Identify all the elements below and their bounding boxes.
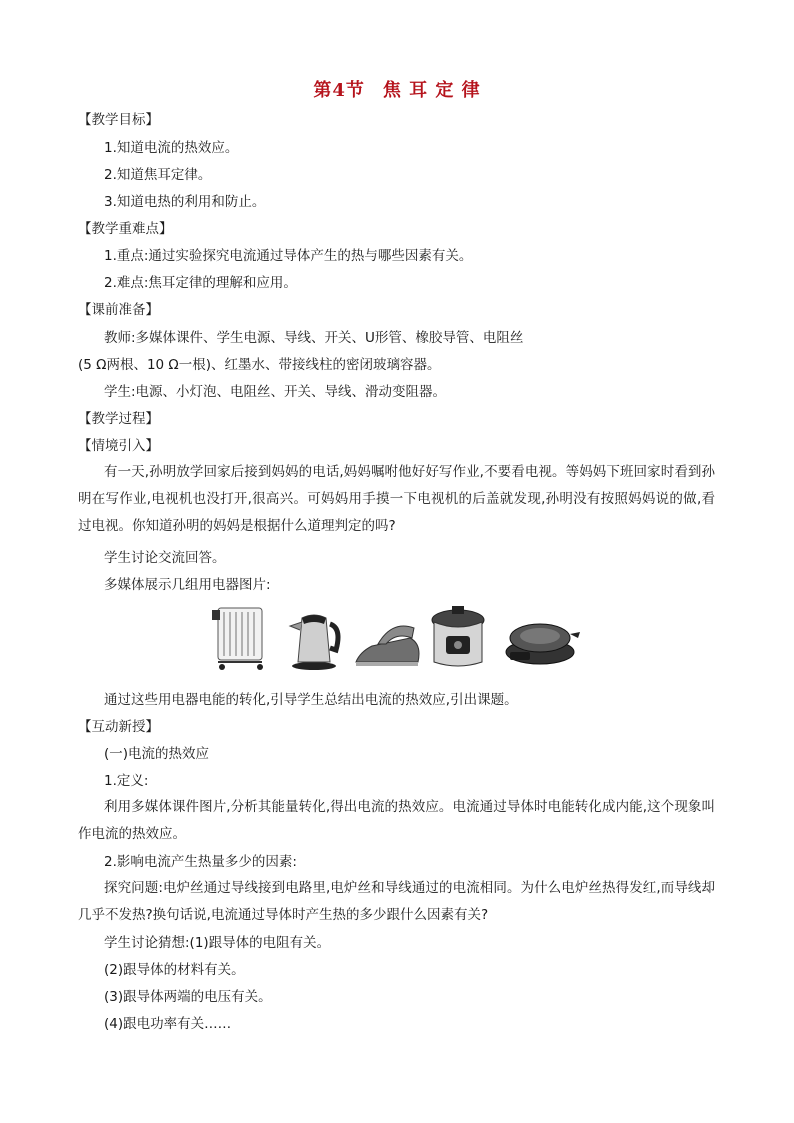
- definition-label: 1.定义:: [104, 773, 149, 789]
- electric-kettle-icon: [284, 604, 344, 672]
- definition-text: 利用多媒体课件图片,分析其能量转化,得出电流的热效应。电流通过导体时电能转化成内能,这个现象叫作电流的热效应。: [78, 799, 715, 842]
- guess-item: (2)跟导体的材料有关。: [104, 962, 245, 978]
- heading-keypoints: 【教学重难点】: [78, 221, 173, 237]
- intro-summary: 通过这些用电器电能的转化,引导学生总结出电流的热效应,引出课题。: [104, 692, 518, 708]
- intro-story: 有一天,孙明放学回家后接到妈妈的电话,妈妈嘱咐他好好写作业,不要看电视。等妈妈下班回家时看到孙明在写作业,电视机也没打开,很高兴。可妈妈用手摸一下电视机的后盖就发现,孙明没有按照妈妈说的做,看过电视。你知道孙明的妈妈是根据什么道理判定的吗?: [78, 464, 715, 534]
- pressure-cooker-icon: [426, 604, 490, 672]
- oil-heater-icon: [212, 604, 272, 672]
- steam-iron-icon: [352, 604, 424, 672]
- electric-griddle-icon: [502, 604, 582, 672]
- guess-item: (4)跟电功率有关……: [104, 1016, 232, 1032]
- guess-item: (3)跟导体两端的电压有关。: [104, 989, 272, 1005]
- intro-discuss: 学生讨论交流回答。: [104, 550, 226, 566]
- goal-item: 2.知道焦耳定律。: [104, 167, 212, 183]
- intro-show: 多媒体展示几组用电器图片:: [104, 577, 271, 593]
- goal-item: 3.知道电热的利用和防止。: [104, 194, 266, 210]
- subheading-heat-effect: (一)电流的热效应: [104, 746, 210, 762]
- heading-prep: 【课前准备】: [78, 302, 159, 318]
- prep-teacher-line2: (5 Ω两根、10 Ω一根)、红墨水、带接线柱的密闭玻璃容器。: [78, 357, 441, 373]
- heading-intro: 【情境引入】: [78, 438, 159, 454]
- prep-teacher-line1: 教师:多媒体课件、学生电源、导线、开关、U形管、橡胶导管、电阻丝: [104, 330, 524, 346]
- goal-item: 1.知道电流的热效应。: [104, 140, 239, 156]
- guess-item: 学生讨论猜想:(1)跟导体的电阻有关。: [104, 935, 331, 951]
- page-title: [0, 76, 794, 102]
- section-number: 第4节: [313, 80, 365, 101]
- factor-label: 2.影响电流产生热量多少的因素:: [104, 854, 297, 870]
- inquiry-question: 探究问题:电炉丝通过导线接到电路里,电炉丝和导线通过的电流相同。为什么电炉丝热得发红,而导线却几乎不发热?换句话说,电流通过导体时产生热的多少跟什么因素有关?: [78, 880, 715, 923]
- keypoint-item: 2.难点:焦耳定律的理解和应用。: [104, 275, 297, 291]
- heading-process: 【教学过程】: [78, 411, 159, 427]
- appliance-images: [212, 604, 582, 672]
- prep-student: 学生:电源、小灯泡、电阻丝、开关、导线、滑动变阻器。: [104, 384, 447, 400]
- section-name: 焦 耳 定 律: [382, 80, 481, 101]
- heading-goals: 【教学目标】: [78, 112, 159, 128]
- heading-newlesson: 【互动新授】: [78, 719, 159, 735]
- keypoint-item: 1.重点:通过实验探究电流通过导体产生的热与哪些因素有关。: [104, 248, 473, 264]
